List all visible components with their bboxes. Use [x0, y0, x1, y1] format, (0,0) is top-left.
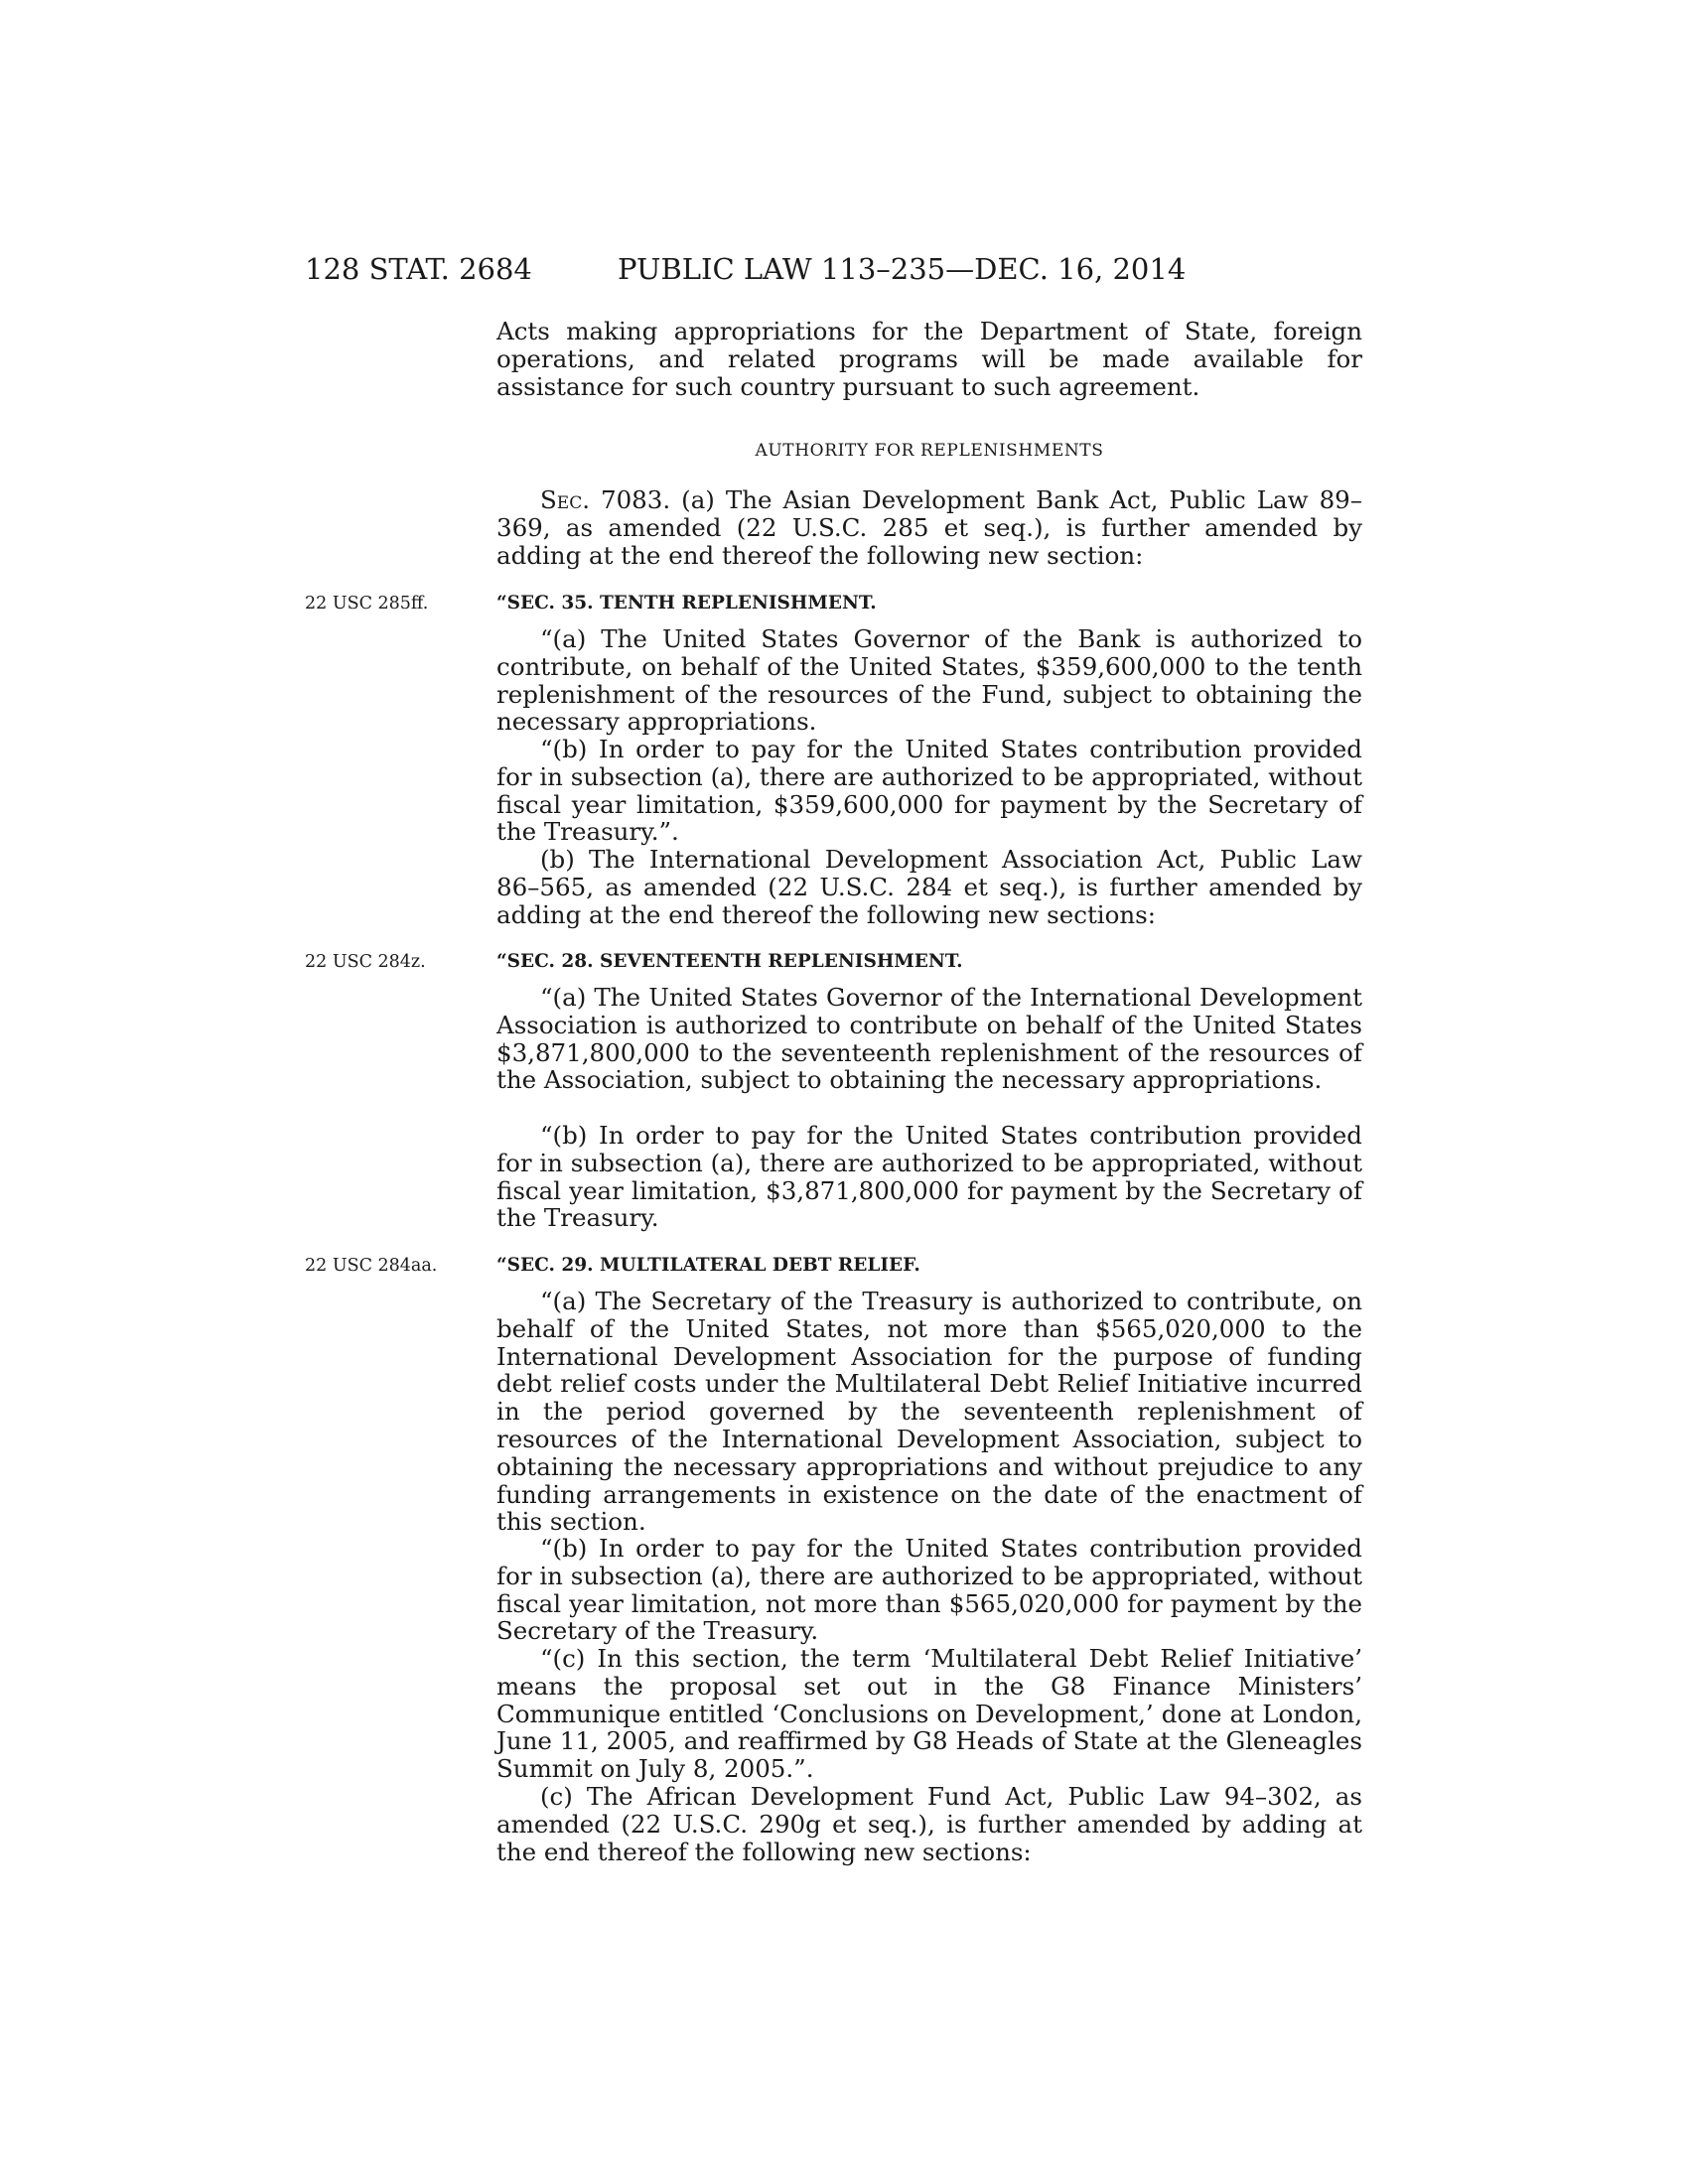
sec-29-c-paragraph: “(c) In this section, the term ‘Multilateral Debt Relief Initiative’ means the proposal set out in the G8 Finance Ministers’ Communique entitled ‘Conclusions on Development,’ done at London, June 11, 2005, and reaffirmed by G8 Heads of State at the Gleneagles Summit on July 8, 2005.”. [496, 1644, 1362, 1784]
sec-7083-c-paragraph: (c) The African Development Fund Act, Public Law 94–302, as amended (22 U.S.C. 290g et seq.), is further amended by adding at the end thereof the following new sections: [496, 1782, 1362, 1866]
sec-7083-b-paragraph: (b) The International Development Association Act, Public Law 86–565, as amended (22 U.S.C. 284 et seq.), is further amended by adding at the end thereof the following new sections: [496, 845, 1362, 929]
sec-7083-a-paragraph [496, 486, 1362, 569]
sec-29-heading: “SEC. 29. MULTILATERAL DEBT RELIEF. [496, 1255, 920, 1276]
sec-28-heading: “SEC. 28. SEVENTEENTH REPLENISHMENT. [496, 951, 963, 972]
sec-label: Sec. [540, 485, 590, 514]
sec-29-b-paragraph: “(b) In order to pay for the United States contribution provided for in subsection (a), there are authorized to be appropriated, without fiscal year limitation, not more than $565,020,000 for payment by the Secretary of the Treasury. [496, 1534, 1362, 1646]
margin-citation-285ff: 22 USC 285ff. [305, 594, 429, 614]
margin-citation-284z: 22 USC 284z. [305, 952, 426, 972]
sec-35-a-paragraph: “(a) The United States Governor of the Bank is authorized to contribute, on behalf of the United States, $359,600,000 to the tenth replenishment of the resources of the Fund, subject to obtaining the necessary appropriations. [496, 624, 1362, 737]
sec-29-a-paragraph: “(a) The Secretary of the Treasury is authorized to contribute, on behalf of the United States, not more than $565,020,000 to the International Development Association for the purpose of funding debt relief costs under the Multilateral Debt Relief Initiative incurred in the period governed by the seventeenth replenishment of resources of the International Development Association, subject to obtaining the necessary appropriations and without prejudice to any funding arrangements in existence on the date of the enactment of this section. [496, 1287, 1362, 1537]
page-stat-number: 128 STAT. 2684 [305, 252, 532, 286]
margin-citation-284aa: 22 USC 284aa. [305, 1256, 438, 1276]
section-heading: AUTHORITY FOR REPLENISHMENTS [755, 441, 1104, 461]
intro-paragraph: Acts making appropriations for the Department of State, foreign operations, and related programs will be made available for assistance for such country pursuant to such agreement. [496, 317, 1362, 401]
sec-35-b-paragraph: “(b) In order to pay for the United States contribution provided for in subsection (a), there are authorized to be appropriated, without fiscal year limitation, $359,600,000 for payment by the Secretary of the Treasury.”. [496, 735, 1362, 847]
sec-28-b-paragraph: “(b) In order to pay for the United States contribution provided for in subsection (a), there are authorized to be appropriated, without fiscal year limitation, $3,871,800,000 for payment by the Secretary of the Treasury. [496, 1121, 1362, 1233]
sec-7083-a-text: 7083. (a) The Asian Development Bank Act, Public Law 89–369, as amended (22 U.S.C. 285 et seq.), is further amended by adding at the end thereof the following new section: [496, 485, 1362, 570]
sec-28-a-paragraph: “(a) The United States Governor of the International Development Association is authorized to contribute on behalf of the United States $3,871,800,000 to the seventeenth replenishment of the resources of the Association, subject to obtaining the necessary appropriations. [496, 983, 1362, 1095]
running-header-title: PUBLIC LAW 113–235—DEC. 16, 2014 [618, 252, 1187, 286]
sec-35-heading: “SEC. 35. TENTH REPLENISHMENT. [496, 593, 877, 614]
